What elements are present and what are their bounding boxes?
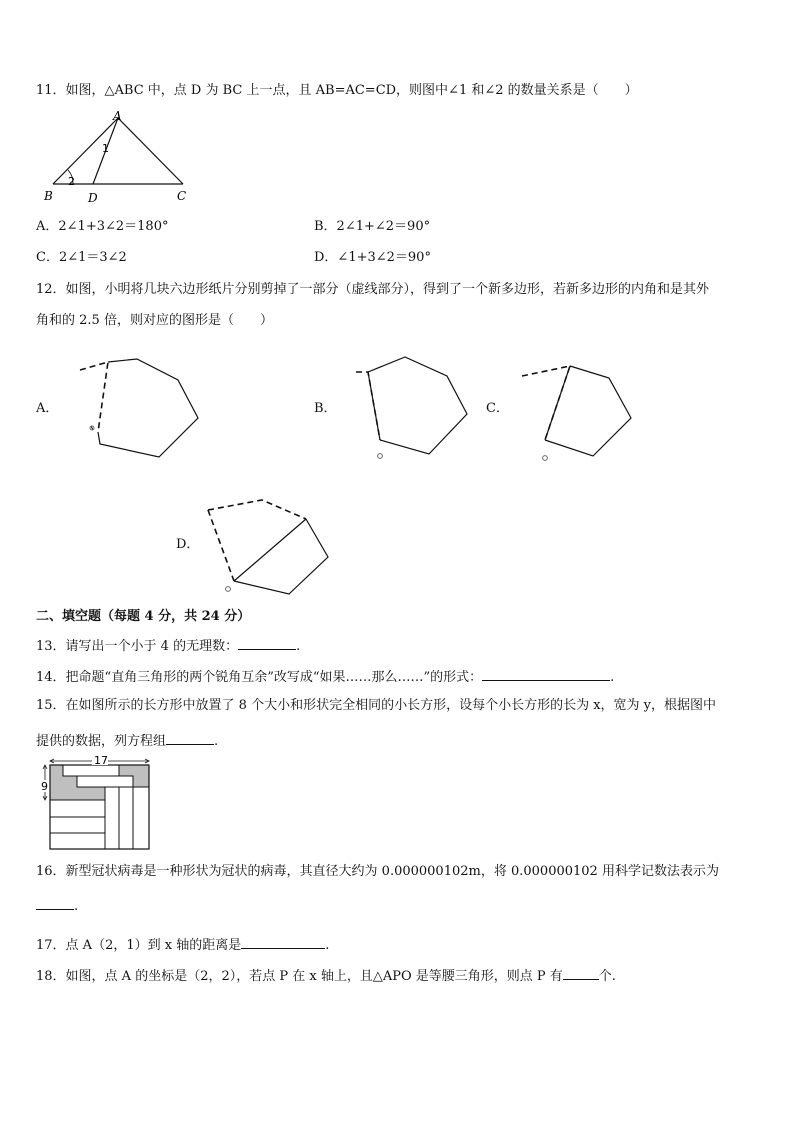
q13-end: . [296, 639, 301, 654]
q15-end: . [214, 734, 219, 749]
section-title-fill-in: 二、填空题（每题 4 分，共 24 分） [36, 609, 251, 624]
q14-text: 14．把命题“直角三角形的两个锐角互余”改写成“如果……那么……”的形式： [36, 670, 483, 685]
q18-answer-blank[interactable] [563, 967, 599, 980]
q14-end: . [610, 670, 615, 685]
q12-figure-a [70, 350, 210, 465]
q11-option-d: D．∠1+3∠2＝90° [314, 250, 431, 265]
q11-triangle-figure [40, 108, 200, 208]
q12-stem-line2: 角和的 2.5 倍，则对应的图形是（ ） [36, 313, 273, 328]
q12-stem-line1: 12．如图，小明将几块六边形纸片分别剪掉了一部分（虚线部分），得到了一个新多边形，若新多边形的内角和是其外 [36, 282, 710, 297]
q17-text: 17．点 A（2，1）到 x 轴的距离是 [36, 938, 242, 953]
q16-line1: 16．新型冠状病毒是一种形状为冠状的病毒，其直径大约为 0.000000102m，将 0.000000102 用科学记数法表示为 [36, 864, 719, 879]
label-A: A [113, 109, 122, 123]
q11-option-b: B．2∠1+∠2＝90° [314, 219, 431, 234]
q17-answer-blank[interactable] [241, 936, 325, 949]
label-C: C [177, 189, 187, 203]
q18-end: 个. [598, 969, 616, 984]
q11-option-c: C．2∠1＝3∠2 [36, 250, 127, 265]
q17-line [36, 936, 329, 954]
q13-answer-blank[interactable] [238, 637, 296, 650]
q12-figure-d [200, 495, 340, 600]
q15-line2 [36, 732, 218, 750]
q15-rectangle-figure [36, 754, 156, 854]
scissors-icon [226, 587, 231, 592]
q15-text: 提供的数据，列方程组 [36, 734, 167, 749]
q12-label-d: D． [176, 537, 200, 552]
q16-end: . [74, 899, 79, 914]
q15-line1: 15．在如图所示的长方形中放置了 8 个大小和形状完全相同的小长方形，设每个小长方形的长为 x，宽为 y，根据图中 [36, 698, 717, 713]
q13-text: 13．请写出一个小于 4 的无理数： [36, 639, 239, 654]
angle-1-label: 1 [102, 142, 109, 155]
q18-line [36, 967, 616, 985]
label-D: D [88, 191, 98, 205]
q14-answer-blank[interactable] [482, 668, 610, 681]
label-B: B [44, 189, 53, 203]
q14-line [36, 668, 614, 686]
q11-option-a: A．2∠1+3∠2＝180° [36, 219, 169, 234]
q13-line [36, 637, 300, 655]
q18-text: 18．如图，点 A 的坐标是（2，2），若点 P 在 x 轴上，且△APO 是等腰三角形，则点 P 有 [36, 969, 563, 984]
q12-label-c: C． [486, 401, 509, 416]
q12-label-a: A． [36, 401, 59, 416]
q12-figure-c [512, 352, 642, 467]
q12-label-b: B． [314, 401, 337, 416]
q16-line2 [36, 897, 78, 915]
scissors-icon [543, 456, 548, 461]
q15-answer-blank[interactable] [166, 732, 214, 745]
q12-figure-b [348, 350, 488, 465]
q11-stem: 11．如图，△ABC 中，点 D 为 BC 上一点，且 AB=AC=CD，则图中∠1 和∠2 的数量关系是（ ） [36, 83, 638, 98]
q17-end: . [325, 938, 330, 953]
height-dimension-label: 9 [41, 780, 48, 793]
angle-2-label: 2 [68, 175, 75, 188]
scissors-icon [378, 454, 383, 459]
q16-answer-blank[interactable] [36, 897, 74, 910]
width-dimension-label: 17 [94, 754, 108, 767]
